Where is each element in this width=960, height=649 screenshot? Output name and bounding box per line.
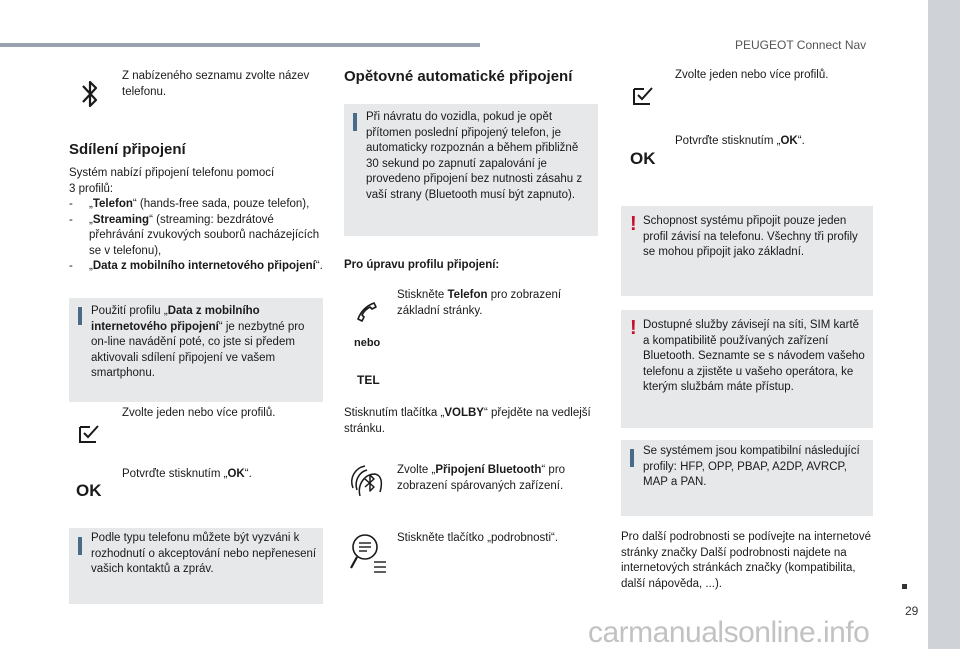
continue-marker <box>902 584 907 589</box>
press-telefon-text: Stiskněte Telefon pro zobrazení základní stránky. <box>397 289 562 317</box>
details-text: Stiskněte tlačítko „podrobnosti“. <box>397 532 559 544</box>
note-text: Použití profilu „Data z mobilního internetového připojení“ je nezbytné pro on-line navádění poté, co jste si předem aktivovali sdílení připojení ve vašem smartphonu. <box>91 305 305 379</box>
tel-button-label: TEL <box>357 373 380 387</box>
note-box-contacts <box>69 528 323 604</box>
more-info-text: Pro další podrobnosti se podívejte na internetové stránky značky Další podrobnosti najdete na internetových stránkách značky (kompatibilita, další nápověda, ...). <box>621 531 871 590</box>
note-box-data-profile <box>69 298 323 402</box>
section-heading-sharing: Sdílení připojení <box>69 141 186 158</box>
note-text: Se systémem jsou kompatibilní následující profily: HFP, OPP, PBAP, A2DP, AVRCP, MAP a PAN. <box>643 445 860 488</box>
note-text: Při návratu do vozidla, pokud je opět přítomen poslední připojený telefon, je automaticky rozpoznán a během přibližně 30 sekund po zapnutí zapalování je provedeno připojení bez nutnosti zásahu z vaší strany (Bluetooth musí být zapnuto). <box>366 111 583 201</box>
section-heading-reconnect: Opětovné automatické připojení <box>344 68 573 85</box>
note-icon <box>630 449 634 467</box>
note-icon <box>78 537 82 555</box>
warning-text: Schopnost systému připojit pouze jeden profil závisí na telefonu. Všechny tři profily se mohou připojit jako základní. <box>643 215 858 258</box>
checkbox-icon <box>632 84 656 106</box>
page-number: 29 <box>905 604 919 618</box>
select-profiles-text: Zvolte jeden nebo více profilů. <box>675 69 829 81</box>
warning-icon: ! <box>630 317 637 339</box>
bluetooth-icon <box>78 76 102 112</box>
note-icon <box>78 307 82 325</box>
confirm-ok-text: Potvrďte stisknutím „OK“. <box>675 135 805 147</box>
note-box-reconnect <box>344 104 598 236</box>
checkbox-icon <box>78 422 102 444</box>
header-brand: PEUGEOT Connect Nav <box>735 38 867 52</box>
confirm-ok-text: Potvrďte stisknutím „OK“. <box>122 468 252 480</box>
ok-icon: OK <box>630 149 656 168</box>
ok-icon: OK <box>76 481 102 500</box>
volby-text: Stisknutím tlačítka „VOLBY“ přejděte na vedlejší stránku. <box>344 407 591 435</box>
warning-icon: ! <box>630 213 637 235</box>
watermark: carmanualsonline.info <box>588 616 870 649</box>
warning-box-profile <box>621 206 873 296</box>
side-strip <box>928 0 960 649</box>
note-box-profiles <box>621 440 873 516</box>
bluetooth-touch-icon <box>347 462 387 502</box>
header-rule <box>0 43 480 47</box>
note-text: Podle typu telefonu můžete být vyzváni k rozhodnutí o akceptování nebo nepřenesení vašich kontaktů a zpráv. <box>91 532 317 575</box>
list-item: - „Streaming“ (streaming: bezdrátové přehrávání zvukových souborů nacházejících se v telefonu), <box>69 213 320 257</box>
intro-line-1: Systém nabízí připojení telefonu pomocí <box>69 167 275 179</box>
list-item: - „Telefon“ (hands-free sada, pouze telefon), <box>69 198 310 210</box>
bt-select-text: Z nabízeného seznamu zvolte název telefonu. <box>122 70 310 98</box>
intro-line-2: 3 profilů: <box>69 182 114 195</box>
list-item: - „Data z mobilního internetového připojení“. <box>69 260 323 272</box>
phone-icon <box>353 298 379 324</box>
details-icon <box>348 530 388 578</box>
warning-box-services <box>621 310 873 428</box>
sharing-intro <box>69 166 324 275</box>
note-icon <box>353 113 357 131</box>
profile-edit-subhead: Pro úpravu profilu připojení: <box>344 259 500 271</box>
warning-text: Dostupné služby závisejí na síti, SIM kartě a kompatibilitě používaných zařízení Bluetooth. Seznamte se s návodem vašeho telefonu a zjistěte u vašeho operátora, ke kterým službám máte přístup. <box>643 319 865 393</box>
bt-connection-text: Zvolte „Připojení Bluetooth“ pro zobrazení spárovaných zařízení. <box>397 464 566 492</box>
nebo-label: nebo <box>354 337 381 349</box>
select-profiles-text: Zvolte jeden nebo více profilů. <box>122 407 276 419</box>
